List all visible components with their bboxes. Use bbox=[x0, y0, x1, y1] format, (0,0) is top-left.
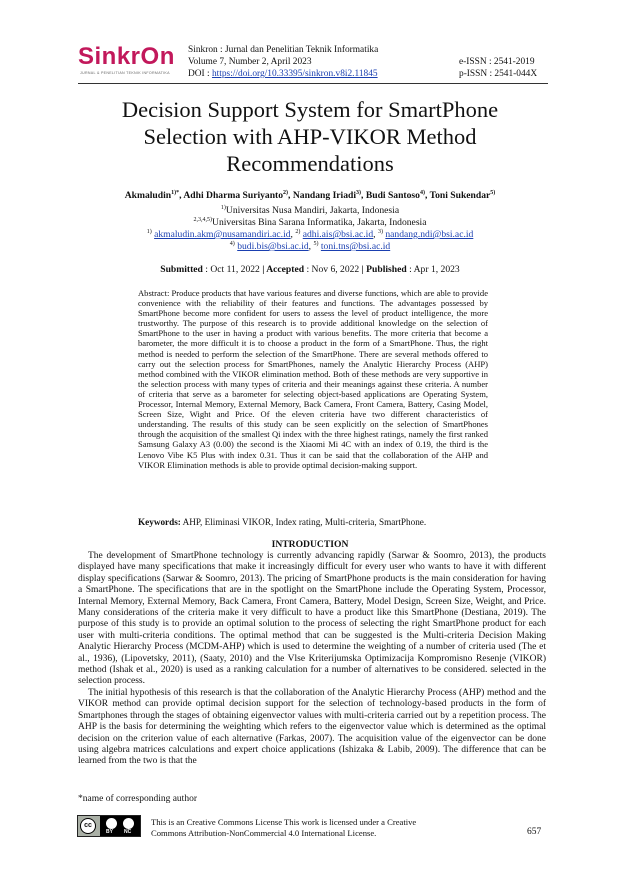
keywords-text: AHP, Eliminasi VIKOR, Index rating, Multi-criteria, SmartPhone. bbox=[180, 517, 427, 527]
cc-license-badge[interactable] bbox=[77, 815, 141, 837]
keywords bbox=[138, 517, 498, 528]
journal-doi bbox=[188, 68, 378, 80]
aff-text: Universitas Nusa Mandiri, Jakarta, Indonesia bbox=[225, 205, 400, 217]
issn-block bbox=[459, 56, 537, 80]
cc-badge-right bbox=[100, 816, 140, 836]
published-label: Published bbox=[366, 264, 407, 275]
email-sup: 3) bbox=[377, 229, 383, 235]
aff-sup: 1) bbox=[220, 205, 226, 211]
submission-dates bbox=[60, 264, 560, 276]
journal-header bbox=[188, 44, 378, 80]
email-line-2: $^{4)}$ budi.bis@bsi.ac.id, $^{5)}$ toni.tns@bsi.ac.id bbox=[229, 241, 391, 253]
eissn: e-ISSN : 2541-2019 bbox=[459, 57, 535, 67]
journal-logo: SinkrOn bbox=[78, 43, 175, 70]
cc-badge-left bbox=[78, 816, 100, 836]
submitted-date: : Oct 11, 2022 bbox=[202, 264, 260, 275]
date-separator: | bbox=[259, 264, 267, 275]
author-name: Toni Sukendar bbox=[429, 190, 491, 202]
email-sup: 5) bbox=[313, 241, 319, 247]
cc-icon: cc bbox=[80, 818, 96, 834]
journal-volume: Volume 7, Number 2, April 2023 bbox=[188, 57, 312, 67]
accepted-label: Accepted bbox=[266, 264, 305, 275]
aff-sup: 2,3,4,5) bbox=[193, 217, 213, 223]
by-person-icon bbox=[106, 818, 117, 829]
title-line: Selection with AHP-VIKOR Method bbox=[143, 124, 477, 149]
email-link[interactable]: budi.bis@bsi.ac.id bbox=[237, 241, 309, 253]
author-name: Budi Santoso bbox=[365, 190, 420, 202]
pissn: p-ISSN : 2541-044X bbox=[459, 69, 538, 79]
license-line: Commons Attribution-NonCommercial 4.0 International License. bbox=[151, 828, 377, 838]
author-list: Akmaludin$^{1)*}$, Adhi Dharma Suriyanto$^{2)}$, Nandang Iriadi$^{3)}$, Budi Santoso$^{4)}$, Toni Sukendar$^{5)}$ bbox=[124, 190, 496, 202]
title-line: Decision Support System for SmartPhone bbox=[121, 97, 499, 122]
keywords-label: Keywords: bbox=[138, 517, 181, 527]
date-separator: | bbox=[359, 264, 367, 275]
journal-logo-subtitle: JURNAL & PENELITIAN TEKNIK INFORMATIKA bbox=[80, 71, 170, 75]
abstract bbox=[138, 288, 488, 470]
email-link[interactable]: toni.tns@bsi.ac.id bbox=[320, 241, 391, 253]
published-date: : Apr 1, 2023 bbox=[406, 264, 460, 275]
email-link[interactable]: nandang.ndi@bsi.ac.id bbox=[385, 229, 474, 241]
author-sup: 4) bbox=[419, 190, 425, 196]
aff-text: Universitas Bina Sarana Informatika, Jakarta, Indonesia bbox=[212, 217, 427, 229]
journal-name: Sinkron : Jurnal dan Penelitian Teknik Informatika bbox=[188, 45, 379, 55]
paragraph: The initial hypothesis of this research is that the collaboration of the Analytic Hierarchy Process (AHP) method and the VIKOR method can provide optimal decision support for the selection of technology-based products in the form of Smartphones through the stages of obtaining eigenvector values with multi-criteria carried out by a repetition process. The AHP is the basis for determining the weighting which refers to the eigenvector value which is determined as the optimal decision on the criterion value of each alternative (Farkas, 2007). The acquisition value of the eigenvector can be done using algebra matrices calculations and expert choice applications (Ishizaka & Labib, 2009). The difference that can be learned from the two is that the bbox=[78, 687, 546, 767]
author-name: Nandang Iriadi bbox=[292, 190, 357, 202]
author-sup: 5) bbox=[490, 190, 496, 196]
header-divider bbox=[78, 83, 548, 84]
email-sup: 1) bbox=[146, 229, 152, 235]
intro-body bbox=[78, 551, 546, 768]
license-text bbox=[151, 817, 416, 839]
email-link[interactable]: adhi.ais@bsi.ac.id bbox=[302, 229, 374, 241]
email-line-1: $^{1)}$ akmaludin.akm@nusamandiri.ac.id, $^{2)}$ adhi.ais@bsi.ac.id, $^{3)}$ nandang.ndi@bsi.ac.id bbox=[146, 229, 474, 241]
cc-nc-label: NC bbox=[124, 829, 132, 835]
author-name: Akmaludin bbox=[124, 190, 172, 202]
section-heading: INTRODUCTION bbox=[271, 539, 349, 550]
license-line: This is an Creative Commons License This work is licensed under a Creative bbox=[151, 817, 417, 827]
author-sup: 2) bbox=[283, 190, 289, 196]
paragraph: The development of SmartPhone technology is currently advancing rapidly (Sarwar & Soomro, 2013), the products displayed have many specifications that make it increasingly difficult for every user who wants to have it with different display specifications (Sarwar & Soomro, 2013). The pricing of SmartPhone products is the main consideration for having a SmartPhone. The specifications that are in the spotlight on the SmartPhone include the Operating System, Processor, Internal Memory, External Memory, Back Camera, Front Camera, Battery, Model Design, Screen Size, Weight, and Price. Many considerations of the criteria make it very difficult to have a product like this SmartPhone (Destiana, 2019). The purpose of this study is to provide an optimal solution to the process of selecting the right SmartPhone product for each user with multi-criteria conditions. The optimal method that can be suggested is the Multi-criteria Decision Making Analytic Hierarchy Process (MCDM-AHP) which is used to determine the weighting of a number of criteria used (The et al., 1936), (Lipovetsky, 2011), (Saaty, 2010) and the Vlse Kriterijumska Optimizacija Kompromisno Resenje (VIKOR) method (Ishak et al., 2020) is used as a ranking calculation for a number of alternatives to be considered. selected in the selection process. bbox=[78, 551, 546, 687]
abstract-text: Produce products that have various features and diverse functions, which are able to provide convenience with the reliability of their features and functions. The advantages possessed by SmartPhone become more confident for users to assess the level of product intelligence, the more trustworthy. The purpose of this research is to provide additional knowledge on the selection of SmartPhone to the user in having a product with various benefits. The more criteria that become a barometer, the more difficult it is to choose a product in the form of a SmartPhone. Thus, the right method is needed to perform the selection of the SmartPhone. There are several methods offered to carry out the selection process for SmartPhones, namely the Analytic Hierarchy Process (AHP) method combined with the VIKOR elimination method. Both of these methods are very supportive in the selection process with many types of criteria and their meanings against these criteria. A number of criteria that serve as a barometer for selecting object-based applications are Operating System, Processor, Internal Memory, External Memory, Back Camera, Front Camera, Battery, Casing Model, Screen Size, Wight and Price. Of the eleven criteria have two different characteristics of understanding. The results of this study can be seen explicitly on the selection of SmartPhones through the acquisition of the smallest Qi index with the three highest ratings, namely the first ranked Samsung Galaxy A3 (0.00) the second is the Xiaomi Mi 4C with an index of 0.19, the third is the Lenovo Vibe K5 Plus with index 0.31. Thus it can be said that the collaboration of the AHP and VIKOR Elimination methods is able to provide optimal decision-making support. bbox=[138, 288, 488, 470]
page-number: 657 bbox=[527, 827, 542, 837]
nc-dollar-icon bbox=[123, 818, 134, 829]
author-name: Adhi Dharma Suriyanto bbox=[183, 190, 284, 202]
author-sup: 3) bbox=[356, 190, 362, 196]
author-sup: 1)* bbox=[171, 190, 180, 196]
doi-link[interactable]: https://doi.org/10.33395/sinkron.v8i2.11845 bbox=[211, 69, 378, 79]
email-link[interactable]: akmaludin.akm@nusamandiri.ac.id bbox=[154, 229, 291, 241]
title-line: Recommendations bbox=[226, 151, 394, 176]
email-sup: 4) bbox=[229, 241, 235, 247]
email-sup: 2) bbox=[295, 229, 301, 235]
doi-label: DOI : bbox=[188, 69, 212, 79]
corresponding-author-note: *name of corresponding author bbox=[78, 794, 197, 804]
abstract-label: Abstract: bbox=[138, 288, 170, 298]
cc-by-label: BY bbox=[106, 829, 113, 835]
paper-title bbox=[60, 96, 560, 177]
submitted-label: Submitted bbox=[160, 264, 203, 275]
accepted-date: : Nov 6, 2022 bbox=[304, 264, 360, 275]
